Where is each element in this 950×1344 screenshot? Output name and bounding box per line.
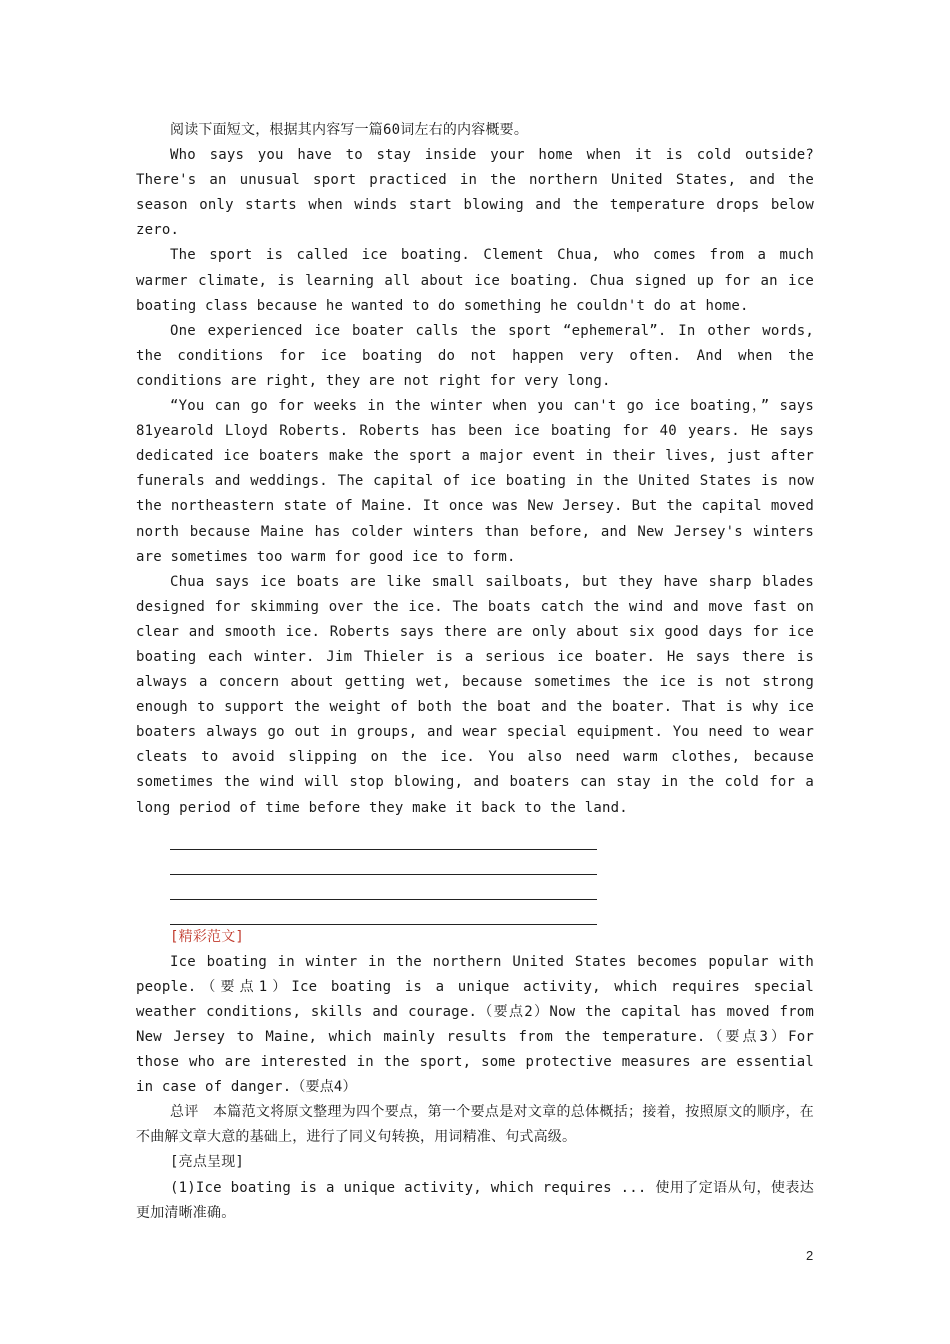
overall-comment: 总评 本篇范文将原文整理为四个要点，第一个要点是对文章的总体概括；接着，按照原文的顺序，在不曲解文章大意的基础上，进行了同义句转换，用词精准、句式高级。 [136, 1104, 814, 1146]
task-instruction: 阅读下面短文，根据其内容写一篇60词左右的内容概要。 [170, 122, 529, 138]
page-number: 2 [806, 1248, 814, 1263]
answer-line [170, 900, 597, 925]
answer-lines [170, 825, 814, 925]
highlights-heading: [亮点呈现] [170, 1154, 245, 1171]
sample-essay: Ice boating in winter in the northern United States becomes popular with people.（要点1）Ice boating is a unique activity, which requires special weather conditions, skills and courage.（要点2）Now the capital has moved from New Jersey to Maine, which mainly results from the temperature.（要点3）For those who are interested in the sport, some protective measures are essential in case of danger.（要点4） [136, 953, 814, 1096]
passage-paragraph-1: Who says you have to stay inside your home when it is cold outside? There's an unusual sport practiced in the northern United States, and the season only starts when winds start blowing and the temperature drops below zero. [136, 147, 814, 239]
passage-paragraph-3: One experienced ice boater calls the sport “ephemeral”. In other words, the conditions for ice boating do not happen very often. And when the conditions are right, they are not right for very long. [136, 322, 814, 389]
passage-paragraph-2: The sport is called ice boating. Clement Chua, who comes from a much warmer climate, is learning all about ice boating. Chua signed up for an ice boating class because he wanted to do something he couldn't do at home. [136, 247, 814, 314]
sample-heading: [精彩范文] [170, 928, 245, 945]
passage-paragraph-5: Chua says ice boats are like small sailboats, but they have sharp blades designed for skimming over the ice. The boats catch the wind and move fast on clear and smooth ice. Roberts says there are only about six good days for ice boating each winter. Jim Thieler is a serious ice boater. He says there is always a concern about getting wet, because sometimes the ice is not strong enough to support the weight of both the boat and the boater. That is why ice boaters always go out in groups, and wear special equipment. You need to wear cleats to avoid slipping on the ice. You also need warm clothes, because sometimes the wind will stop blowing, and boaters can stay in the cold for a long period of time before they make it back to the land. [136, 573, 814, 816]
document-body [136, 118, 814, 1226]
answer-line [170, 875, 597, 900]
answer-line [170, 825, 597, 850]
highlight-item-1: (1)Ice boating is a unique activity, which requires ... 使用了定语从句，使表达更加清晰准确。 [136, 1179, 814, 1221]
passage-paragraph-4: “You can go for weeks in the winter when you can't go ice boating，” says 81yearold Lloyd Roberts. Roberts has been ice boating for 40 years. He says dedicated ice boaters make the sport a major event in their lives, just after funerals and weddings. The capital of ice boating in the United States is now the northeastern state of Maine. It once was New Jersey. But the capital moved north because Maine has colder winters than before, and New Jersey's winters are sometimes too warm for good ice to form. [136, 398, 814, 565]
answer-line [170, 850, 597, 875]
